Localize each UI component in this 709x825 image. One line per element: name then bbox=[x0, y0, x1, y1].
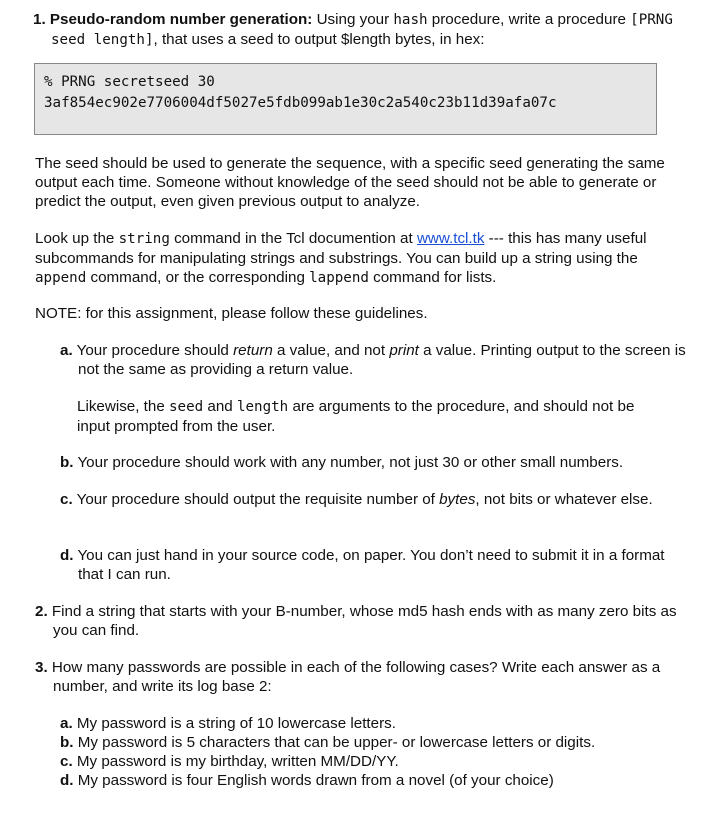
guideline-text: Your procedure should output the requisite number of bbox=[72, 491, 440, 508]
code-lappend: lappend bbox=[309, 270, 369, 286]
question-3-text: How many passwords are possible in each of the following cases? Write each answer as a number, and write its log base 2: bbox=[47, 659, 661, 695]
list-item-label: c. bbox=[60, 753, 73, 770]
question-1-text: Using your bbox=[312, 11, 394, 28]
guideline-text: , not bits or whatever else. bbox=[475, 491, 653, 508]
guideline-text: Your procedure should work with any number, not just 30 or other small numbers. bbox=[73, 454, 624, 471]
guideline-text: and bbox=[203, 398, 237, 415]
lookup-text: command in the Tcl documention at bbox=[169, 230, 417, 247]
lookup-text: command for lists. bbox=[368, 269, 497, 286]
guideline-a-continued bbox=[77, 397, 670, 436]
guideline-emphasis: print bbox=[389, 342, 419, 359]
seed-paragraph: The seed should be used to generate the sequence, with a specific seed generating the same output each time. Someone without knowledge of the seed should not be able to generate or predict the output, even given previous output to analyze. bbox=[35, 155, 665, 210]
guideline-text: a value. Printing output to the screen is not the same as providing a return value. bbox=[78, 342, 686, 378]
list-item bbox=[60, 714, 670, 733]
question-3-list bbox=[60, 714, 670, 790]
lookup-paragraph bbox=[35, 229, 665, 288]
question-2 bbox=[35, 602, 683, 640]
list-item bbox=[60, 752, 670, 771]
question-1-number: 1. bbox=[33, 11, 46, 28]
guideline-b-label: b. bbox=[60, 454, 74, 471]
code-output-line: 3af854ec902e7706004df5027e5fdb099ab1e30c2a540c23b11d39afa07c bbox=[44, 95, 557, 111]
guideline-a-label: a. bbox=[60, 342, 73, 359]
note-text: NOTE: for this assignment, please follow these guidelines. bbox=[35, 305, 428, 322]
list-item-text: My password is my birthday, written MM/DD/YY. bbox=[72, 753, 399, 770]
question-1-title: Pseudo-random number generation: bbox=[49, 11, 313, 28]
question-3-number: 3. bbox=[35, 659, 48, 676]
code-example-box bbox=[34, 63, 657, 135]
guideline-c-label: c. bbox=[60, 491, 73, 508]
guideline-c bbox=[60, 490, 688, 509]
guideline-d bbox=[60, 546, 688, 584]
list-item-text: My password is 5 characters that can be upper- or lowercase letters or digits. bbox=[73, 734, 596, 751]
lookup-text: --- this has many useful subcommands for manipulating strings and substrings. You can build up a string using the bbox=[35, 230, 647, 267]
question-1 bbox=[33, 10, 691, 50]
lookup-text: command, or the corresponding bbox=[86, 269, 310, 286]
list-item-label: d. bbox=[60, 772, 74, 789]
question-3 bbox=[35, 658, 683, 696]
code-command-line: % PRNG secretseed 30 bbox=[44, 74, 215, 90]
guideline-a bbox=[60, 341, 688, 379]
list-item-label: a. bbox=[60, 715, 73, 732]
guideline-emphasis: bytes bbox=[439, 491, 476, 508]
code-append: append bbox=[35, 270, 87, 286]
guideline-b bbox=[60, 453, 688, 472]
code-string: string bbox=[118, 231, 170, 247]
guideline-text: a value, and not bbox=[272, 342, 390, 359]
list-item-text: My password is a string of 10 lowercase letters. bbox=[72, 715, 396, 732]
question-1-text: procedure, write a procedure bbox=[427, 11, 631, 28]
lookup-text: Look up the bbox=[35, 230, 119, 247]
guideline-emphasis: return bbox=[233, 342, 273, 359]
list-item-label: b. bbox=[60, 734, 74, 751]
question-2-text: Find a string that starts with your B-number, whose md5 hash ends with as many zero bits as you can find. bbox=[47, 603, 677, 639]
list-item-text: My password is four English words drawn from a novel (of your choice) bbox=[73, 772, 554, 789]
code-seed: seed bbox=[169, 399, 204, 415]
list-item bbox=[60, 771, 670, 790]
guideline-text: are arguments to the procedure, and should not be input prompted from the user. bbox=[77, 398, 635, 435]
question-1-text: , that uses a seed to output $length bytes, in hex: bbox=[153, 31, 485, 48]
guideline-text: Likewise, the bbox=[77, 398, 170, 415]
guideline-d-label: d. bbox=[60, 547, 74, 564]
question-2-number: 2. bbox=[35, 603, 48, 620]
list-item bbox=[60, 733, 670, 752]
code-length: length bbox=[236, 399, 289, 415]
tcl-link[interactable]: www.tcl.tk bbox=[416, 230, 485, 247]
guideline-text: You can just hand in your source code, on paper. You don’t need to submit it in a format that I can run. bbox=[73, 547, 665, 583]
code-prng-signature: [PRNG seed length] bbox=[51, 12, 673, 48]
code-hash: hash bbox=[393, 12, 428, 28]
guideline-text: Your procedure should bbox=[72, 342, 234, 359]
